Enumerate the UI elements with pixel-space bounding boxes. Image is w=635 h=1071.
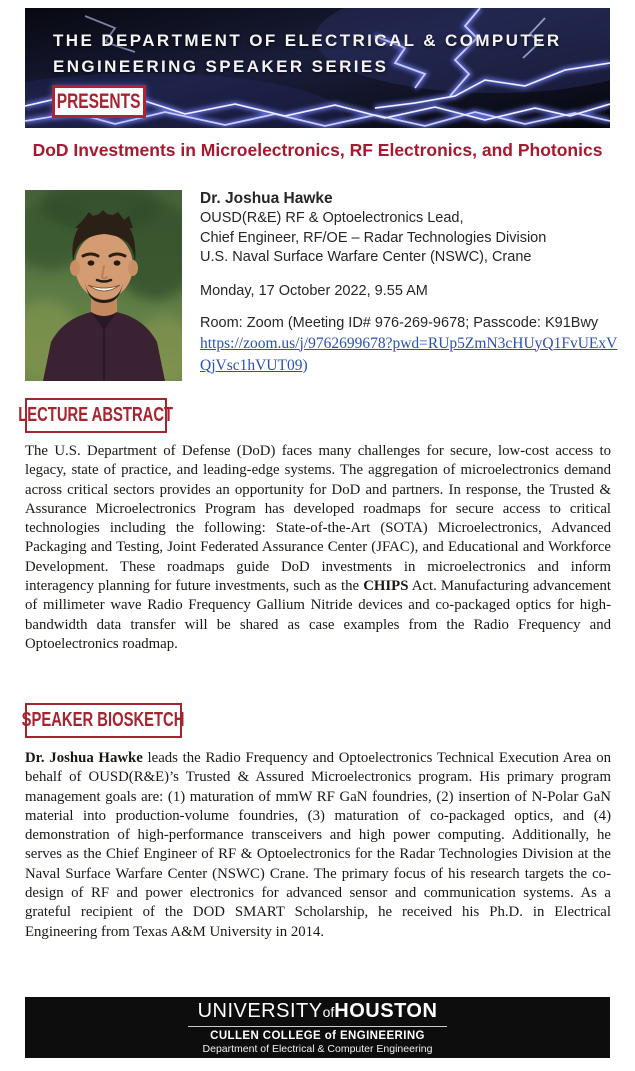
- university-word: UNIVERSITY: [197, 999, 323, 1022]
- event-room: Room: Zoom (Meeting ID# 976-269-9678; Passcode: K91Bwy: [200, 314, 599, 331]
- footer-banner: [25, 997, 610, 1058]
- lecture-abstract-heading-box: [18, 398, 174, 433]
- speaker-role-line1: OUSD(R&E) RF & Optoelectronics Lead,: [200, 210, 464, 226]
- speaker-biosketch-heading: SPEAKER BIOSKETCH: [22, 709, 185, 731]
- department-line: Department of Electrical & Computer Engineering: [202, 1042, 433, 1055]
- abstract-paragraph: The U.S. Department of Defense (DoD) faces many challenges for secure, low-cost access to legacy, state of practice, and leading-edge systems. The aggregation of microelectronics demand across critical sectors provides an opportunity for DoD and partners. In response, the Trusted & Assurance Microelectronics Program has developed roadmaps for secure access to critical technologies including the following: State-of-the-Art (SOTA) Microelectronics, Advanced Packaging and Testing, Joint Federated Assurance Center (JFAC), and Educational and Workforce Development. These roadmaps guide DoD investments in microelectronics and inform interagency planning for future investments, such as the CHIPS Act. Manufacturing advancement of millimeter wave Radio Frequency Gallium Nitride devices and co-packaged optics for high-bandwidth data transfer will be shared as case examples from the Radio Frequency and Optoelectronics roadmap.: [25, 443, 612, 652]
- series-title-line2: ENGINEERING SPEAKER SERIES: [53, 57, 389, 76]
- event-datetime: Monday, 17 October 2022, 9.55 AM: [200, 282, 428, 299]
- presents-badge: [52, 85, 146, 118]
- university-wordmark: [188, 1001, 448, 1027]
- college-line: CULLEN COLLEGE of ENGINEERING: [210, 1029, 425, 1042]
- biosketch-paragraph: Dr. Joshua Hawke leads the Radio Frequency and Optoelectronics Technical Execution Area on behalf of OUSD(R&E)’s Trusted & Assured Microelectronics program. His primary program management goals are: (1) maturation of mmW RF GaN foundries, (2) insertion of N-Polar GaN material into production-volume foundries, (3) maturation of co-packaged optics, and (4) demonstration of high-performance transceivers and high power computing. Additionally, he serves as the Chief Engineer of RF & Optoelectronics for the Radar Technologies Division at the Naval Surface Warfare Center (NSWC) Crane. The primary focus of his research targets the co-design of RF and power electronics for advanced sensor and communication systems. As a grateful recipient of the DOD SMART Scholarship, he received his Ph.D. in Electrical Engineering from Texas A&M University in 2014.: [25, 750, 612, 940]
- speaker-role-line2: Chief Engineer, RF/OE – Radar Technologies Division: [200, 229, 547, 246]
- talk-title: DoD Investments in Microelectronics, RF Electronics, and Photonics: [32, 140, 603, 160]
- speaker-info: [200, 189, 618, 377]
- presents-label: PRESENTS: [57, 89, 141, 113]
- lecture-abstract-heading: LECTURE ABSTRACT: [18, 404, 174, 426]
- header-banner: [25, 8, 610, 128]
- speaker-affiliation: U.S. Naval Surface Warfare Center (NSWC), Crane: [200, 249, 532, 265]
- speaker-name: Dr. Joshua Hawke: [200, 190, 333, 207]
- zoom-link-wrap: [200, 333, 618, 377]
- of-word: of: [322, 1003, 335, 1020]
- series-title-line1: THE DEPARTMENT OF ELECTRICAL & COMPUTER: [53, 31, 562, 50]
- zoom-link[interactable]: https://zoom.us/j/9762699678?pwd=RUp5ZmN3cHUyQ1FvUExVQjVsc1hVUT09: [200, 334, 618, 374]
- speaker-portrait-illustration: [25, 190, 182, 381]
- houston-word: HOUSTON: [334, 999, 438, 1022]
- speaker-biosketch-heading-box: [22, 703, 185, 738]
- zoom-link-suffix: ): [302, 356, 308, 374]
- series-title: [53, 28, 562, 80]
- speaker-photo: [25, 190, 182, 381]
